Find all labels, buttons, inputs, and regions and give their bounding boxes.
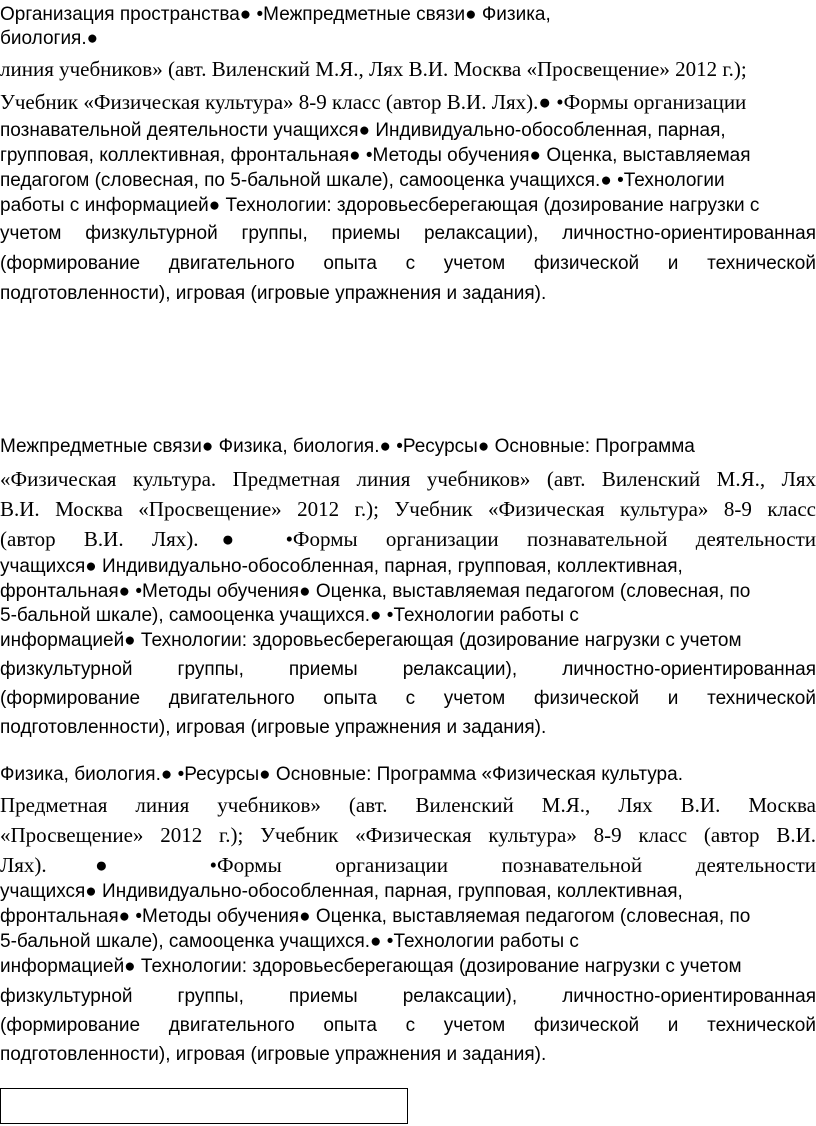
text-line: учащихся● Индивидуально-обособленная, парная, групповая, коллективная, bbox=[0, 881, 683, 902]
text-line: Физика, биология.● •Ресурсы● Основные: Программа «Физическая культура. bbox=[0, 764, 683, 785]
text-line: В.И. Москва «Просвещение» 2012 г.); Учебник «Физическая культура» 8-9 класс bbox=[0, 497, 816, 521]
text-line: учащихся● Индивидуально-обособленная, парная, групповая, коллективная, bbox=[0, 556, 683, 577]
text-line: фронтальная● •Методы обучения● Оценка, выставляемая педагогом (словесная, по bbox=[0, 581, 751, 602]
text-line: информацией● Технологии: здоровьесберегающая (дозирование нагрузки с учетом bbox=[0, 956, 742, 977]
text-line: подготовленности), игровая (игровые упражнения и задания). bbox=[0, 283, 547, 304]
text-line: 5-бальной шкале), самооценка учащихся.● •Технологии работы с bbox=[0, 605, 579, 626]
text-line: Организация пространства● •Межпредметные связи● Физика, bbox=[0, 4, 551, 25]
text-line: Лях).● •Формы организации познавательной деятельности bbox=[0, 853, 816, 877]
text-line: педагогом (словесная, по 5-бальной шкале), самооценка учащихся.● •Технологии bbox=[0, 170, 725, 191]
text-line: физкультурной группы, приемы релаксации), личностно-ориентированная bbox=[0, 659, 816, 680]
text-line: познавательной деятельности учащихся● Индивидуально-обособленная, парная, bbox=[0, 120, 726, 141]
text-line: фронтальная● •Методы обучения● Оценка, выставляемая педагогом (словесная, по bbox=[0, 906, 751, 927]
text-line: подготовленности), игровая (игровые упражнения и задания). bbox=[0, 1044, 547, 1065]
text-line: (формирование двигательного опыта с учетом физической и технической bbox=[0, 688, 816, 709]
text-line: «Просвещение» 2012 г.); Учебник «Физическая культура» 8-9 класс (автор В.И. bbox=[0, 823, 816, 847]
text-line: информацией● Технологии: здоровьесберегающая (дозирование нагрузки с учетом bbox=[0, 630, 742, 651]
text-line: 5-бальной шкале), самооценка учащихся.● •Технологии работы с bbox=[0, 931, 579, 952]
text-line: (формирование двигательного опыта с учетом физической и технической bbox=[0, 1015, 816, 1036]
text-line: Межпредметные связи● Физика, биология.● •Ресурсы● Основные: Программа bbox=[0, 436, 695, 457]
text-line: биология.● bbox=[0, 28, 99, 49]
text-line: учетом физкультурной группы, приемы релаксации), личностно-ориентированная bbox=[0, 223, 816, 244]
text-line: физкультурной группы, приемы релаксации), личностно-ориентированная bbox=[0, 986, 816, 1007]
text-line: (формирование двигательного опыта с учетом физической и технической bbox=[0, 253, 816, 274]
text-line: групповая, коллективная, фронтальная● •Методы обучения● Оценка, выставляемая bbox=[0, 145, 751, 166]
text-line: «Физическая культура. Предметная линия учебников» (авт. Виленский М.Я., Лях bbox=[0, 467, 816, 491]
text-line: Учебник «Физическая культура» 8-9 класс (автор В.И. Лях).● •Формы организации bbox=[0, 90, 747, 114]
text-line: линия учебников» (авт. Виленский М.Я., Лях В.И. Москва «Просвещение» 2012 г.); bbox=[0, 57, 747, 81]
text-line: работы с информацией● Технологии: здоровьесберегающая (дозирование нагрузки с bbox=[0, 195, 760, 216]
text-line: Предметная линия учебников» (авт. Виленский М.Я., Лях В.И. Москва bbox=[0, 793, 816, 817]
text-line: (автор В.И. Лях).● •Формы организации познавательной деятельности bbox=[0, 527, 816, 551]
text-line: подготовленности), игровая (игровые упражнения и задания). bbox=[0, 717, 547, 738]
empty-text-box bbox=[0, 1088, 408, 1124]
